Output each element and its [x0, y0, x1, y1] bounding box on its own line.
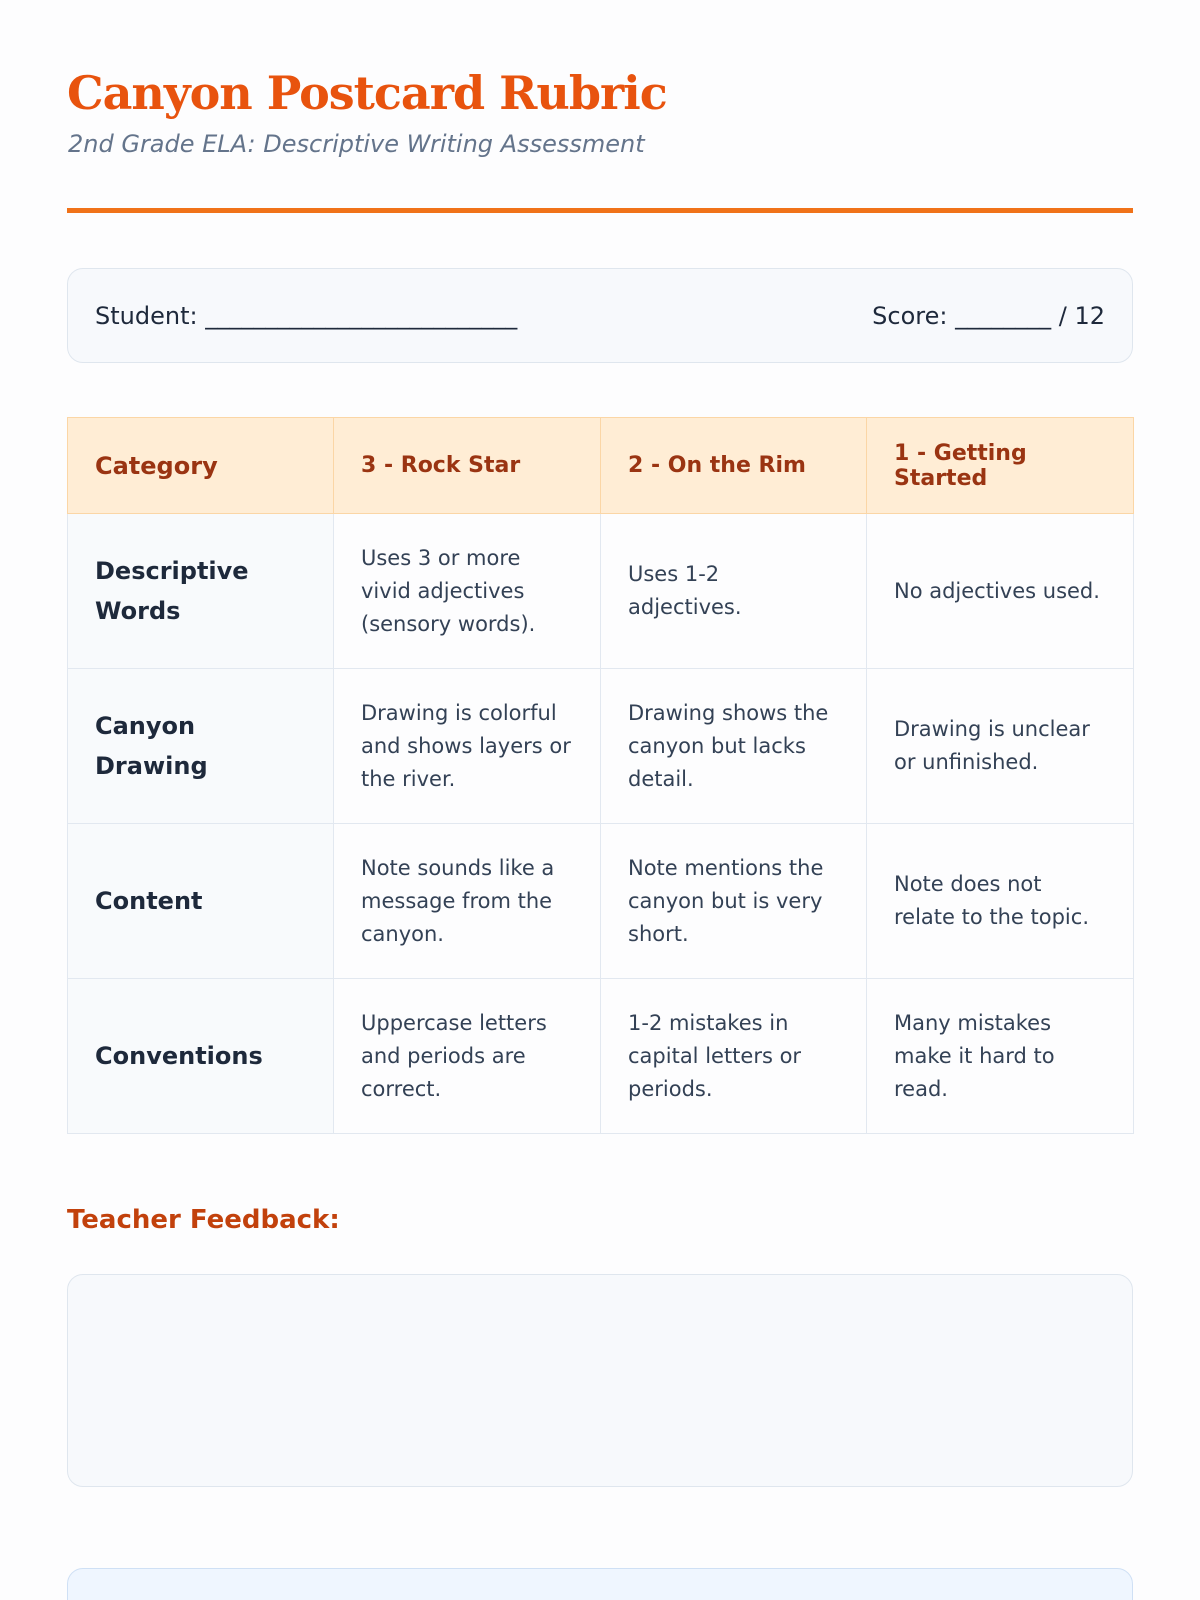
row-cell-level-1: Drawing is unclear or unfinished.	[867, 669, 1134, 824]
rubric-table	[67, 417, 1134, 1134]
row-category: Conventions	[68, 979, 334, 1134]
title-divider	[67, 208, 1133, 213]
teacher-feedback-box	[67, 1274, 1133, 1487]
header-category: Category	[68, 418, 334, 514]
rubric-header-row	[68, 418, 1134, 514]
row-category: Descriptive Words	[68, 514, 334, 669]
row-cell-level-3: Note sounds like a message from the canyon.	[334, 824, 601, 979]
page-title: Canyon Postcard Rubric	[67, 66, 667, 120]
row-cell-level-3: Drawing is colorful and shows layers or the river.	[334, 669, 601, 824]
table-row	[68, 669, 1134, 824]
row-cell-level-1: Note does not relate to the topic.	[867, 824, 1134, 979]
row-category: Content	[68, 824, 334, 979]
table-row	[68, 979, 1134, 1134]
header-level-2: 2 - On the Rim	[601, 418, 867, 514]
student-name-field: Student: __________________________	[95, 301, 518, 330]
row-cell-level-2: Note mentions the canyon but is very short.	[601, 824, 867, 979]
row-cell-level-3: Uses 3 or more vivid adjectives (sensory words).	[334, 514, 601, 669]
score-field: Score: ________ / 12	[872, 301, 1105, 330]
footer-note-box	[67, 1568, 1133, 1600]
row-category: Canyon Drawing	[68, 669, 334, 824]
row-cell-level-1: Many mistakes make it hard to read.	[867, 979, 1134, 1134]
header-level-3: 3 - Rock Star	[334, 418, 601, 514]
row-cell-level-1: No adjectives used.	[867, 514, 1134, 669]
teacher-feedback-label: Teacher Feedback:	[67, 1205, 340, 1235]
header-level-1: 1 - Getting Started	[867, 418, 1134, 514]
page-subtitle: 2nd Grade ELA: Descriptive Writing Assessment	[68, 130, 645, 158]
row-cell-level-3: Uppercase letters and periods are correct.	[334, 979, 601, 1134]
table-row	[68, 824, 1134, 979]
row-cell-level-2: Uses 1-2 adjectives.	[601, 514, 867, 669]
table-row	[68, 514, 1134, 669]
row-cell-level-2: 1-2 mistakes in capital letters or periods.	[601, 979, 867, 1134]
student-info-box	[67, 268, 1133, 363]
row-cell-level-2: Drawing shows the canyon but lacks detail.	[601, 669, 867, 824]
